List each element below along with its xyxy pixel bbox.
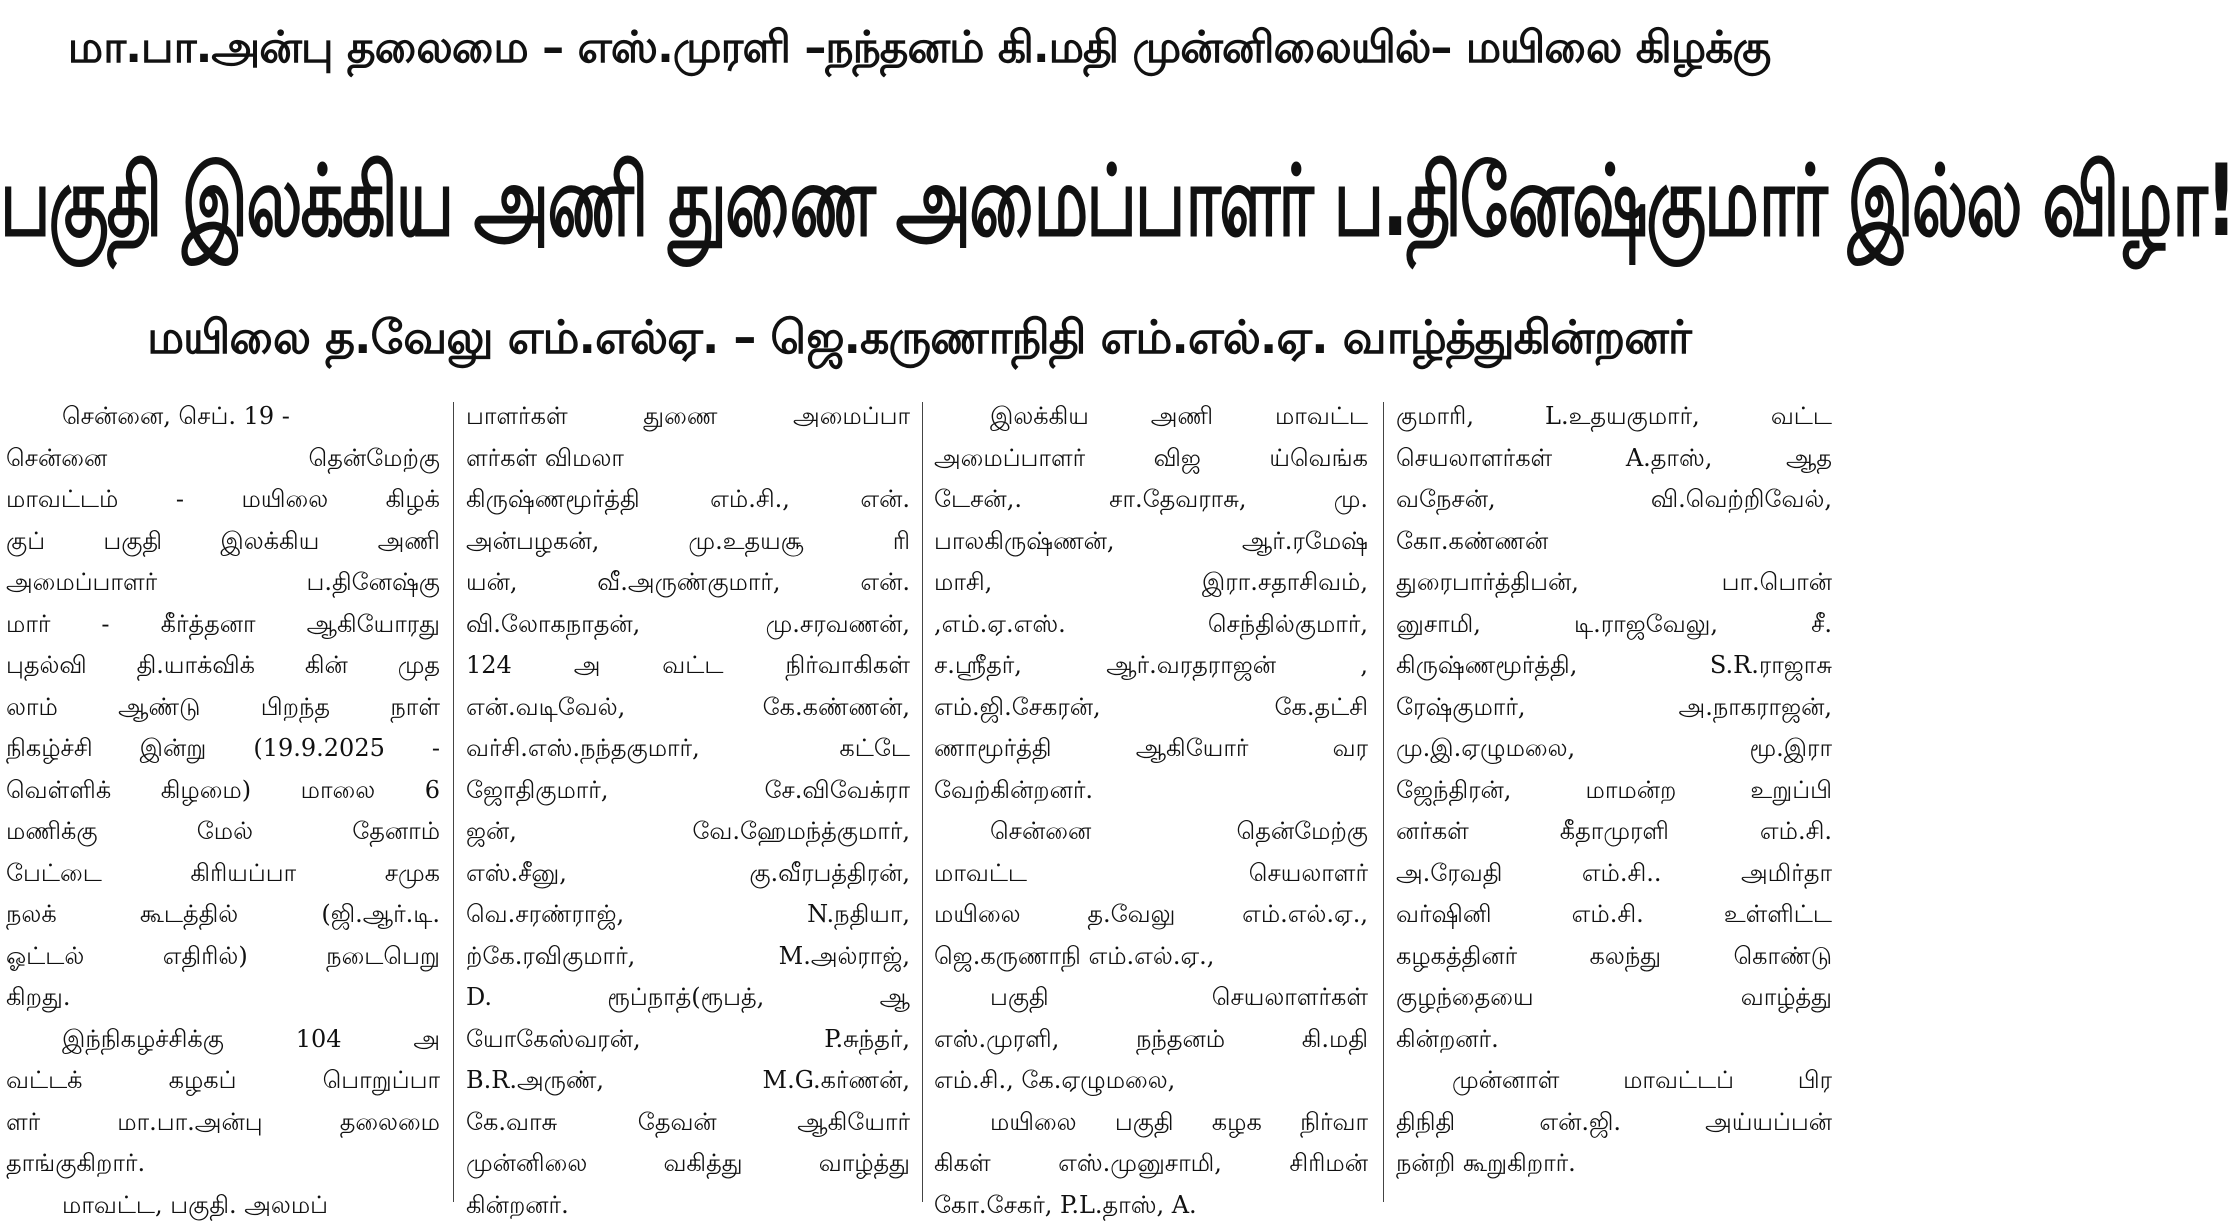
article-line: கிருஷ்ணமூர்த்தி எம்.சி., என். bbox=[466, 479, 910, 521]
article-line: குமாரி, L.உதயகுமார், வட்ட bbox=[1396, 396, 1832, 438]
article-line: குப் பகுதி இலக்கிய அணி bbox=[6, 521, 440, 563]
article-line: மயிலை பகுதி கழக நிர்வா bbox=[934, 1102, 1368, 1144]
article-line: மயிலை த.வேலு எம்.எல்.ஏ., bbox=[934, 894, 1368, 936]
article-line: வேற்கின்றனர். bbox=[934, 770, 1368, 812]
article-line: வட்டக் கழகப் பொறுப்பா bbox=[6, 1060, 440, 1102]
article-column-2 bbox=[466, 396, 910, 1218]
article-line: மாவட்டம் - மயிலை கிழக் bbox=[6, 479, 440, 521]
article-line: வெ.சரண்ராஜ், N.நதியா, bbox=[466, 894, 910, 936]
article-line: கின்றனர். bbox=[1396, 1019, 1832, 1061]
article-line: ரேஷ்குமார், அ.நாகராஜன், bbox=[1396, 687, 1832, 729]
article-body bbox=[0, 396, 1838, 1218]
article-line: ஓட்டல் எதிரில்) நடைபெறு bbox=[6, 936, 440, 978]
article-line: திநிதி என்.ஜி. அய்யப்பன் bbox=[1396, 1102, 1832, 1144]
article-line: எஸ்.முரளி, நந்தனம் கி.மதி bbox=[934, 1019, 1368, 1061]
article-line: சென்னை, செப். 19 - bbox=[6, 396, 440, 438]
article-line: மாவட்ட செயலாளர் bbox=[934, 853, 1368, 895]
article-line: பேட்டை கிரியப்பா சமுக bbox=[6, 853, 440, 895]
article-line: வெள்ளிக் கிழமை) மாலை 6 bbox=[6, 770, 440, 812]
article-line: மாசி, இரா.சதாசிவம், bbox=[934, 562, 1368, 604]
article-line: சென்னை தென்மேற்கு bbox=[934, 811, 1368, 853]
main-headline: பகுதி இலக்கிய அணி துணை அமைப்பாளர் ப.தினேஷ்குமார் இல்ல விழா! bbox=[0, 94, 1838, 312]
article-line: மணிக்கு மேல் தேனாம் bbox=[6, 811, 440, 853]
article-line: எம்.ஜி.சேகரன், கே.தட்சி bbox=[934, 687, 1368, 729]
article-line: கழகத்தினர் கலந்து கொண்டு bbox=[1396, 936, 1832, 978]
article-line: இந்நிகழச்சிக்கு 104 அ bbox=[6, 1019, 440, 1061]
article-line: மாவட்ட, பகுதி. அலமப் bbox=[6, 1185, 440, 1226]
article-line: ஜோதிகுமார், சே.விவேக்ரா bbox=[466, 770, 910, 812]
article-line: கிறது. bbox=[6, 977, 440, 1019]
article-line: கோ.கண்ணன் bbox=[1396, 521, 1832, 563]
article-line: டேசன்,. சா.தேவராசு, மு. bbox=[934, 479, 1368, 521]
article-line: சென்னை தென்மேற்கு bbox=[6, 438, 440, 480]
article-line: அன்பழகன், மு.உதயசூ ரி bbox=[466, 521, 910, 563]
article-line: யன், வீ.அருண்குமார், என். bbox=[466, 562, 910, 604]
article-line: ளர்கள் விமலா bbox=[466, 438, 910, 480]
article-line: அமைப்பாளர் ப.தினேஷ்கு bbox=[6, 562, 440, 604]
article-line: மார் - கீர்த்தனா ஆகியோரது bbox=[6, 604, 440, 646]
article-line: மு.இ.ஏழுமலை, மூ.இரா bbox=[1396, 728, 1832, 770]
article-column-1 bbox=[6, 396, 440, 1218]
article-line: நிகழ்ச்சி இன்று (19.9.2025 - bbox=[6, 728, 440, 770]
article-line: D. ரூப்நாத்(ரூபத், ஆ bbox=[466, 977, 910, 1019]
article-line: வர்சி.எஸ்.நந்தகுமார், கட்டே bbox=[466, 728, 910, 770]
article-line: வி.லோகநாதன், மு.சரவணன், bbox=[466, 604, 910, 646]
article-line: ஜெ.கருணாநி எம்.எல்.ஏ., bbox=[934, 936, 1368, 978]
article-line: புதல்வி தி.யாக்விக் கின் முத bbox=[6, 645, 440, 687]
article-line: கின்றனர். bbox=[466, 1185, 910, 1226]
article-line: ற்கே.ரவிகுமார், M.அல்ராஜ், bbox=[466, 936, 910, 978]
article-line: அமைப்பாளர் விஜ ய்வெங்க bbox=[934, 438, 1368, 480]
article-line: னர்கள் கீதாமுரளி எம்.சி. bbox=[1396, 811, 1832, 853]
article-line: வநேசன், வி.வெற்றிவேல், bbox=[1396, 479, 1832, 521]
article-column-3 bbox=[934, 396, 1368, 1218]
article-line: பகுதி செயலாளர்கள் bbox=[934, 977, 1368, 1019]
kicker-headline: மா.பா.அன்பு தலைமை – எஸ்.முரளி –நந்தனம் கி.மதி முன்னிலையில்– மயிலை கிழக்கு bbox=[0, 6, 1838, 90]
article-line: கிகள் எஸ்.முனுசாமி, சிரிமன் bbox=[934, 1143, 1368, 1185]
article-line: முன்னாள் மாவட்டப் பிர bbox=[1396, 1060, 1832, 1102]
article-column-4 bbox=[1396, 396, 1832, 1218]
article-line: குழந்தையை வாழ்த்து bbox=[1396, 977, 1832, 1019]
article-line: லாம் ஆண்டு பிறந்த நாள் bbox=[6, 687, 440, 729]
article-line: முன்னிலை வகித்து வாழ்த்து bbox=[466, 1143, 910, 1185]
article-line: எஸ்.சீனு, கு.வீரபத்திரன், bbox=[466, 853, 910, 895]
article-line: கே.வாசு தேவன் ஆகியோர் bbox=[466, 1102, 910, 1144]
article-line: ணாமூர்த்தி ஆகியோர் வர bbox=[934, 728, 1368, 770]
sub-headline: மயிலை த.வேலு எம்.எல்ஏ. – ஜெ.கருணாநிதி எம்.எல்.ஏ. வாழ்த்துகின்றனர் bbox=[0, 292, 1838, 382]
article-line: அ.ரேவதி எம்.சி.. அமிர்தா bbox=[1396, 853, 1832, 895]
article-line: பாளர்கள் துணை அமைப்பா bbox=[466, 396, 910, 438]
article-line: ளர் மா.பா.அன்பு தலைமை bbox=[6, 1102, 440, 1144]
article-line: என்.வடிவேல், கே.கண்ணன், bbox=[466, 687, 910, 729]
article-line: நன்றி கூறுகிறார். bbox=[1396, 1143, 1832, 1185]
article-line: நலக் கூடத்தில் (ஜி.ஆர்.டி. bbox=[6, 894, 440, 936]
article-line: தாங்குகிறார். bbox=[6, 1143, 440, 1185]
article-line: ச.ஶ்ரீதர், ஆர்.வரதராஜன் , bbox=[934, 645, 1368, 687]
article-line: பாலகிருஷ்ணன், ஆர்.ரமேஷ் bbox=[934, 521, 1368, 563]
article-line: ஜன், வே.ஹேமந்த்குமார், bbox=[466, 811, 910, 853]
article-line: B.R.அருண், M.G.கர்ணன், bbox=[466, 1060, 910, 1102]
article-line: 124 அ வட்ட நிர்வாகிகள் bbox=[466, 645, 910, 687]
article-line: செயலாளர்கள் A.தாஸ், ஆத bbox=[1396, 438, 1832, 480]
article-line: துரைபார்த்திபன், பா.பொன் bbox=[1396, 562, 1832, 604]
article-line: கிருஷ்ணமூர்த்தி, S.R.ராஜாசு bbox=[1396, 645, 1832, 687]
article-line: னுசாமி, டி.ராஜவேலு, சீ. bbox=[1396, 604, 1832, 646]
article-line: கோ.சேகர், P.L.தாஸ், A. bbox=[934, 1185, 1368, 1226]
article-line: எம்.சி., கே.ஏழுமலை, bbox=[934, 1060, 1368, 1102]
article-line: ஜேந்திரன், மாமன்ற உறுப்பி bbox=[1396, 770, 1832, 812]
article-line: ,எம்.ஏ.எஸ். செந்தில்குமார், bbox=[934, 604, 1368, 646]
article-line: வர்ஷினி எம்.சி. உள்ளிட்ட bbox=[1396, 894, 1832, 936]
article-line: யோகேஸ்வரன், P.சுந்தர், bbox=[466, 1019, 910, 1061]
article-line: இலக்கிய அணி மாவட்ட bbox=[934, 396, 1368, 438]
